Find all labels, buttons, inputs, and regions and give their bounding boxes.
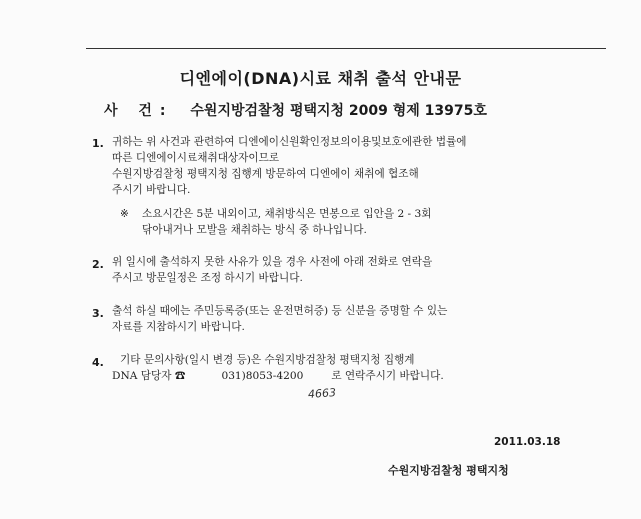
- note-mark: ※: [120, 208, 129, 220]
- item-1-note: [120, 206, 431, 238]
- item-2-line: 주시고 방문일정은 조정 하시기 바랍니다.: [112, 272, 303, 284]
- item-4-number: 4.: [92, 356, 104, 369]
- contact-phone: 031)8053-4200: [221, 370, 304, 382]
- item-2-line: 위 일시에 출석하지 못한 사유가 있을 경우 사전에 아래 전화로 연락을: [112, 256, 433, 268]
- note-line: 닦아내거나 모발을 채취하는 방식 중 하나입니다.: [142, 224, 367, 236]
- case-value: 수원지방검찰청 평택지청 2009 형제 13975호: [190, 103, 487, 119]
- item-1-text: [112, 134, 467, 198]
- item-1-line: 귀하는 위 사건과 관련하여 디엔에이신원확인정보의이용및보호에관한 법률에: [112, 136, 467, 148]
- item-3-line: 자료를 지참하시기 바랍니다.: [112, 321, 245, 333]
- item-3-number: 3.: [92, 307, 104, 320]
- issuer-name: 수원지방검찰청 평택지청: [388, 464, 509, 477]
- document-title: 디엔에이(DNA)시료 채취 출석 안내문: [179, 69, 462, 88]
- top-rule: [86, 48, 606, 49]
- case-line: [104, 100, 487, 120]
- item-1-line: 수원지방검찰청 평택지청 집행계 방문하여 디엔에이 채취에 협조해: [112, 168, 419, 180]
- item-1-line: 주시기 바랍니다.: [112, 184, 191, 196]
- note-line: 소요시간은 5분 내외이고, 채취방식은 면봉으로 입안을 2 - 3회: [142, 208, 432, 220]
- document-date: 2011.03.18: [494, 436, 561, 448]
- item-2-text: [112, 254, 432, 286]
- contact-suffix: 로 연락주시기 바랍니다.: [331, 370, 444, 382]
- item-4-line: 기타 문의사항(일시 변경 등)은 수원지방검찰청 평택지청 집행계: [120, 354, 415, 366]
- handwritten-extension: 4663: [307, 386, 337, 401]
- contact-label: DNA 담당자 ☎: [112, 370, 186, 382]
- item-3-text: [112, 303, 447, 335]
- item-4-text: [112, 352, 444, 384]
- item-2-number: 2.: [92, 258, 104, 271]
- item-3-line: 출석 하실 때에는 주민등록증(또는 운전면허증) 등 신분을 증명할 수 있는: [112, 305, 448, 317]
- contact-row: [112, 368, 444, 384]
- item-1-number: 1.: [92, 137, 104, 150]
- item-1-line: 따른 디엔에이시료채취대상자이므로: [112, 152, 280, 164]
- case-label: 사 건:: [104, 103, 174, 119]
